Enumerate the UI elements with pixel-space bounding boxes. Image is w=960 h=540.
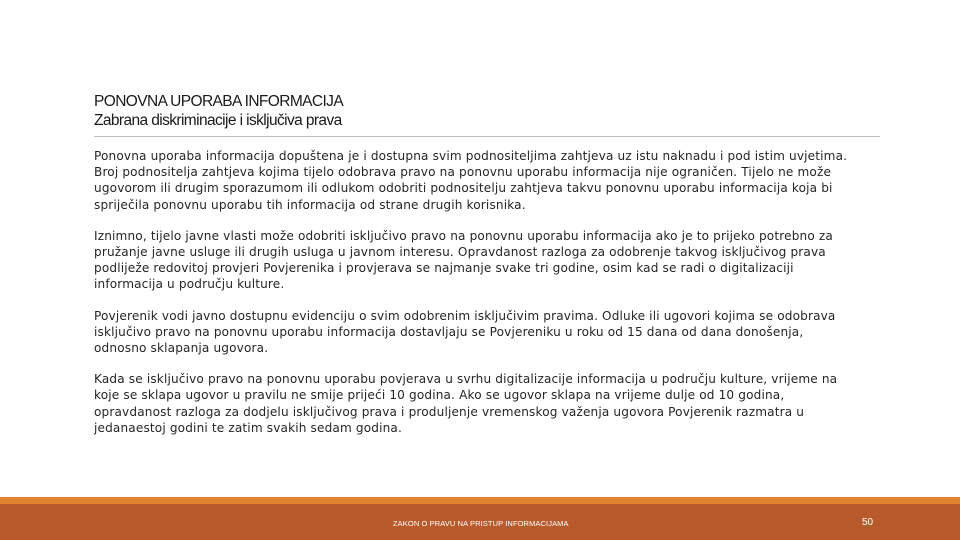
footer-accent-stripe — [0, 497, 960, 504]
paragraph-line: isključivo pravo na ponovnu uporabu informacija dostavljaju se Povjereniku u roku od 15 dana od dana donošenja, — [94, 324, 804, 339]
paragraph-line: spriječila ponovnu uporabu tih informacija od strane drugih korisnika. — [94, 197, 526, 212]
paragraph-line: opravdanost razloga za dodjelu isključivog prava i produljenje vremenskog važenja ugovora Povjerenik razmatra u — [94, 404, 805, 419]
paragraph-line: Iznimno, tijelo javne vlasti može odobriti isključivo pravo na ponovnu uporabu informacija ako je to prijeko potrebno za — [94, 228, 833, 243]
slide-body — [94, 148, 894, 451]
paragraph-line: odnosno sklapanja ugovora. — [94, 341, 269, 356]
paragraph-line: Broj podnositelja zahtjeva kojima tijelo odobrava pravo na ponovnu uporabu informacija nije ograničen. Tijelo ne može — [94, 165, 832, 180]
paragraph-line: jedanaestoj godini te zatim svakih sedam godina. — [94, 420, 402, 435]
paragraph-line: Kada se isključivo pravo na ponovnu uporabu povjerava u svrhu digitalizacije informacija u području kulture, vrijeme na — [94, 372, 838, 387]
paragraph-1 — [94, 148, 894, 213]
paragraph-line: Ponovna uporaba informacija dopuštena je i dostupna svim podnositeljima zahtjeva uz istu naknadu i pod istim uvjetima. — [94, 149, 848, 163]
paragraph-3 — [94, 308, 894, 357]
title-subtitle: Zabrana diskriminacije i isključiva prava — [94, 112, 342, 129]
footer-title: ZAKON O PRAVU NA PRISTUP INFORMACIJAMA — [393, 519, 569, 528]
title-divider — [94, 136, 880, 137]
slide-title — [94, 92, 894, 130]
paragraph-line: informacija u području kulture. — [94, 277, 285, 292]
paragraph-line: podliježe redovitoj provjeri Povjerenika i provjerava se najmanje svake tri godine, osim kad se radi o digitalizaciji — [94, 261, 794, 276]
title-main: PONOVNA UPORABA INFORMACIJA — [94, 93, 344, 110]
paragraph-line: Povjerenik vodi javno dostupnu evidenciju o svim odobrenim isključivim pravima. Odluke ili ugovori kojima se odobrava — [94, 308, 836, 323]
paragraph-line: pružanje javne usluge ili drugih usluga u javnom interesu. Opravdanost razloga za odobrenje takvog isključivog prava — [94, 245, 826, 260]
paragraph-line: koje se sklapa ugovor u pravilu ne smije prijeći 10 godina. Ako se ugovor sklapa na vrijeme dulje od 10 godina, — [94, 388, 785, 403]
page-number: 50 — [862, 517, 874, 528]
paragraph-line: ugovorom ili drugim sporazumom ili odlukom odobriti podnositelju zahtjeva takvu ponovnu uporabu informacija koja bi — [94, 181, 833, 196]
paragraph-4 — [94, 371, 894, 436]
paragraph-2 — [94, 228, 894, 293]
